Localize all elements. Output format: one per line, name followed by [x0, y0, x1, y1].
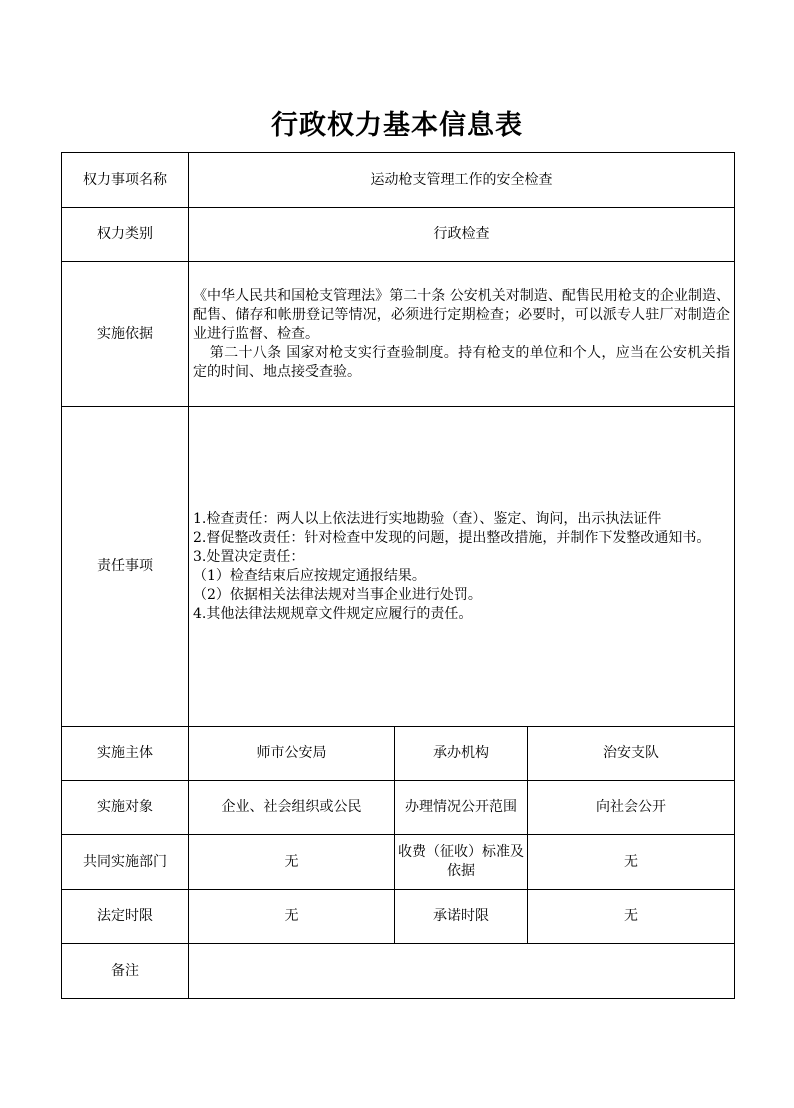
agency-label: 承办机构: [395, 727, 528, 781]
responsibility-line: 2.督促整改责任：针对检查中发现的问题，提出整改措施，并制作下发整改通知书。: [193, 529, 711, 546]
disclosure-value: 向社会公开: [528, 781, 735, 835]
fee-value: 无: [528, 835, 735, 890]
responsibility-line: （1）检查结束后应按规定通报结果。: [193, 567, 426, 584]
category-label: 权力类别: [62, 208, 189, 262]
basis-label: 实施依据: [62, 262, 189, 407]
promised-time-limit-label: 承诺时限: [395, 890, 528, 944]
responsibility-value: [189, 407, 735, 727]
category-value: 行政检查: [189, 208, 735, 262]
remarks-label: 备注: [62, 944, 189, 999]
legal-time-limit-value: 无: [189, 890, 395, 944]
page-title: 行政权力基本信息表: [271, 110, 523, 141]
info-table: [61, 152, 735, 999]
row-time-limit: [62, 890, 735, 944]
responsibility-line: 3.处置决定责任：: [193, 548, 305, 565]
basis-paragraph: 《中华人民共和国枪支管理法》第二十条 公安机关对制造、配售民用枪支的企业制造、配售、储存和帐册登记等情况，必须进行定期检查；必要时，可以派专人驻厂对制造企业进行监督、检查。: [193, 287, 730, 342]
joint-label: 共同实施部门: [62, 835, 189, 890]
promised-time-limit-value: 无: [528, 890, 735, 944]
legal-time-limit-label: 法定时限: [62, 890, 189, 944]
row-subject: [62, 727, 735, 781]
responsibility-line: （2）依据相关法律法规对当事企业进行处罚。: [193, 586, 482, 603]
responsibility-line: 4.其他法律法规规章文件规定应履行的责任。: [193, 605, 473, 622]
row-responsibility: [62, 407, 735, 727]
row-item-name: [62, 153, 735, 208]
item-name-value: 运动枪支管理工作的安全检查: [189, 153, 735, 208]
basis-paragraph: 第二十八条 国家对枪支实行查验制度。持有枪支的单位和个人，应当在公安机关指定的时间、地点接受查验。: [193, 344, 730, 380]
row-remarks: [62, 944, 735, 999]
row-basis: [62, 262, 735, 407]
target-value: 企业、社会组织或公民: [189, 781, 395, 835]
subject-value: 师市公安局: [189, 727, 395, 781]
row-joint: [62, 835, 735, 890]
joint-value: 无: [189, 835, 395, 890]
row-target: [62, 781, 735, 835]
basis-value: [189, 262, 735, 407]
responsibility-line: 1.检查责任：两人以上依法进行实地勘验（查）、鉴定、询问，出示执法证件: [193, 510, 662, 527]
disclosure-label: 办理情况公开范围: [395, 781, 528, 835]
item-name-label: 权力事项名称: [62, 153, 189, 208]
row-category: [62, 208, 735, 262]
fee-label: 收费（征收）标准及依据: [395, 835, 528, 890]
responsibility-label: 责任事项: [62, 407, 189, 727]
subject-label: 实施主体: [62, 727, 189, 781]
target-label: 实施对象: [62, 781, 189, 835]
agency-value: 治安支队: [528, 727, 735, 781]
remarks-value: [189, 944, 735, 999]
